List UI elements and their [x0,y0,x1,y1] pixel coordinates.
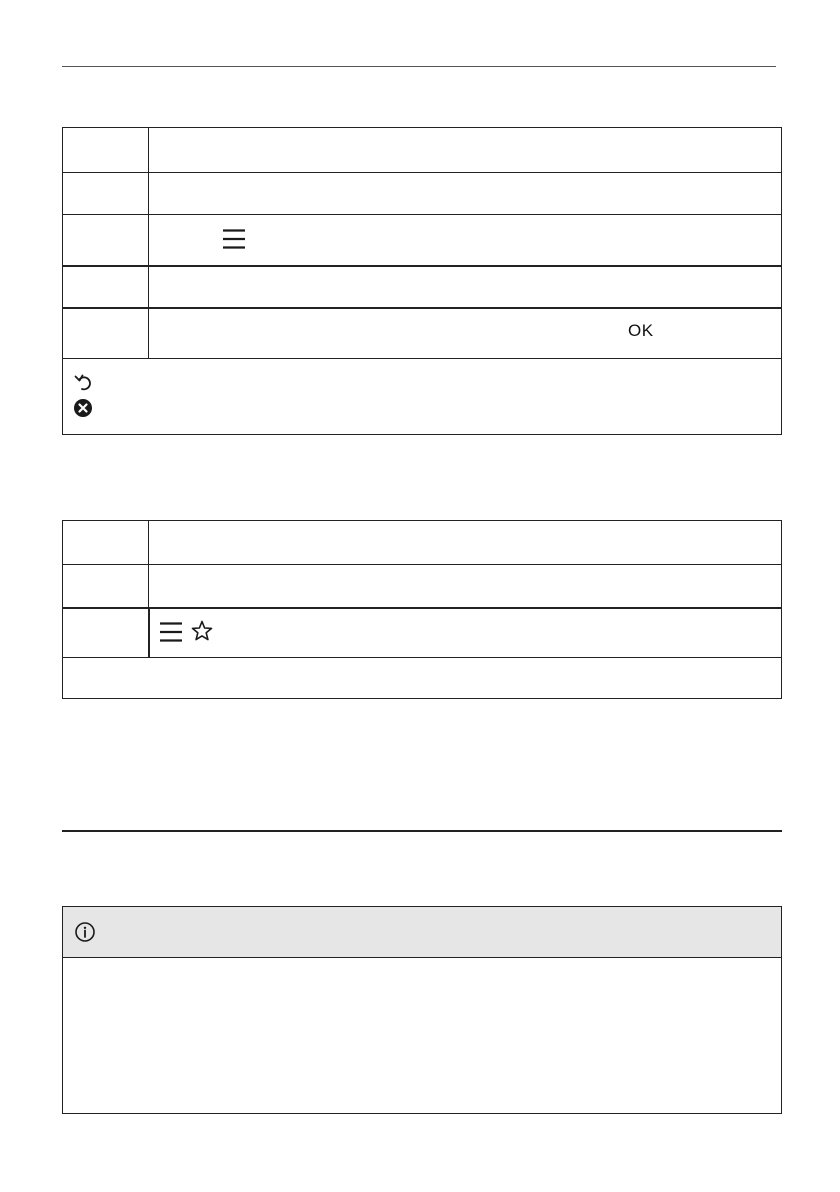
step-text-cell [149,521,781,564]
hamburger-menu-icon [159,620,183,644]
step-number-cell [63,564,149,607]
step-number-cell [63,214,149,265]
step-number-cell [63,307,149,358]
hamburger-menu-icon [222,227,246,251]
step-text-cell [149,307,781,358]
step-text-cell [149,265,781,307]
step-number-cell [63,265,149,307]
instruction-table-1 [62,127,782,435]
table-row [63,172,781,215]
instruction-table-2 [62,520,782,699]
table-row [63,521,781,565]
undo-arrow-icon [73,372,93,392]
table-row [63,265,781,309]
info-circle-icon [74,921,96,943]
info-note-box [62,906,782,1114]
step-number-cell [63,172,149,214]
table-row [63,214,781,267]
step-number-cell [63,521,149,564]
section-divider [62,830,782,832]
step-text-cell [149,607,781,657]
step-text-cell [149,128,781,172]
ok-button-label: OK [628,321,654,340]
step-text-cell [149,172,781,214]
table-row [63,564,781,609]
cancel-x-circle-icon [73,398,93,418]
table-row [63,128,781,173]
step-number-cell [63,128,149,172]
header-rule [62,66,776,67]
table-footer-row [63,657,781,700]
table-row [63,607,781,658]
table-footer-row [63,358,781,436]
step-text-cell [149,564,781,607]
star-outline-icon [190,619,214,643]
table-row [63,307,781,359]
step-number-cell [63,607,150,657]
note-header [63,907,781,958]
